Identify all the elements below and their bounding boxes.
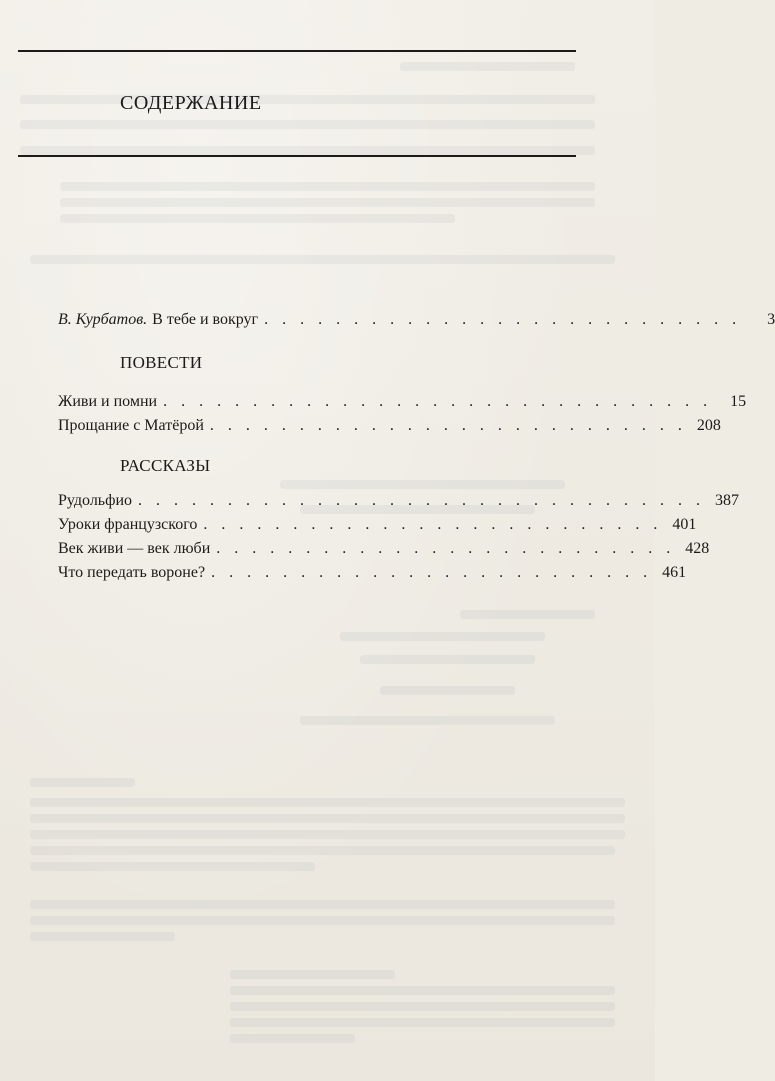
entry-title: Прощание с Матёрой bbox=[58, 417, 204, 434]
entry-title: Рудольфио bbox=[58, 492, 133, 509]
entry-title: Живи и помни bbox=[58, 393, 158, 410]
entry-page: 401 bbox=[672, 516, 697, 533]
entry-page: 387 bbox=[715, 492, 740, 509]
entry-title: Век живи — век люби bbox=[58, 540, 211, 557]
leader-dots: . . . . . . . . . . . . . . . . . . . . . . . . . . . . . . . bbox=[163, 393, 713, 410]
toc-entry bbox=[58, 564, 687, 588]
toc-entry bbox=[58, 540, 710, 564]
toc-entry bbox=[58, 492, 740, 516]
leader-dots: . . . . . . . . . . . . . . . . . . . . . . . . . . . bbox=[264, 311, 742, 328]
leader-dots: . . . . . . . . . . . . . . . . . . . . . . . . . . bbox=[203, 516, 663, 533]
toc-intro bbox=[58, 311, 775, 335]
top-rule bbox=[18, 50, 576, 52]
bottom-rule bbox=[18, 155, 576, 157]
contents-heading: СОДЕРЖАНИЕ bbox=[120, 92, 262, 114]
leader-dots: . . . . . . . . . . . . . . . . . . . . . . . . . . . . . . . . bbox=[138, 492, 706, 509]
section-title-povesti: ПОВЕСТИ bbox=[120, 353, 203, 372]
entry-title: Уроки французского bbox=[58, 516, 198, 533]
leader-dots: . . . . . . . . . . . . . . . . . . . . . . . . . . bbox=[216, 540, 676, 557]
entry-title: Что передать вороне? bbox=[58, 564, 206, 581]
toc-section-rasskazy bbox=[58, 492, 740, 588]
toc-entry bbox=[58, 516, 697, 540]
leader-dots: . . . . . . . . . . . . . . . . . . . . . . . . . bbox=[211, 564, 653, 581]
entry-page: 461 bbox=[662, 564, 687, 581]
leader-dots: . . . . . . . . . . . . . . . . . . . . . . . . . . . bbox=[209, 417, 687, 434]
section-title-rasskazy: РАССКАЗЫ bbox=[120, 456, 211, 475]
toc-section-povesti bbox=[58, 393, 747, 441]
intro-page: 3 bbox=[767, 311, 775, 328]
entry-page: 428 bbox=[685, 540, 710, 557]
intro-author: В. Курбатов. bbox=[58, 311, 148, 328]
entry-page: 208 bbox=[696, 417, 721, 434]
toc-entry-intro bbox=[58, 311, 775, 335]
entry-page: 15 bbox=[730, 393, 747, 410]
toc-entry bbox=[58, 393, 747, 417]
intro-title: В тебе и вокруг bbox=[152, 311, 259, 328]
toc-entry bbox=[58, 417, 721, 441]
